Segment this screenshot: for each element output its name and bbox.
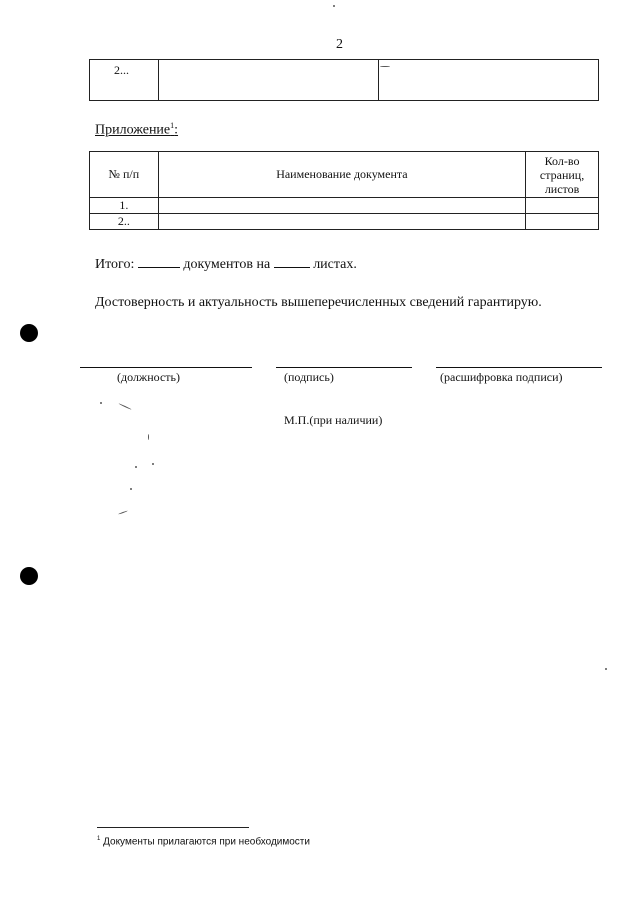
- table-row: [90, 214, 599, 230]
- header-document-name: Наименование документа: [158, 152, 525, 198]
- appendix-colon: :: [174, 122, 179, 138]
- footnote-rule: [97, 827, 249, 828]
- stamp-label: М.П.(при наличии): [284, 413, 383, 427]
- table-cell: [159, 60, 379, 101]
- punch-hole: [20, 567, 38, 585]
- scan-speck: [333, 5, 335, 7]
- appendix-heading-text: Приложение: [95, 122, 171, 138]
- signature-line: [276, 367, 412, 368]
- scan-speck: [135, 466, 137, 468]
- row-document-name: [158, 214, 525, 230]
- row-pages: [526, 198, 599, 214]
- header-pages-line2: страниц,: [539, 167, 585, 182]
- scan-speck: [605, 668, 607, 670]
- decoding-label: (расшифровка подписи): [440, 370, 563, 384]
- appendix-heading: [95, 121, 178, 139]
- guarantee-statement: Достоверность и актуальность вышеперечисленных сведений гарантирую.: [95, 295, 542, 310]
- table-cell-number: 2...: [90, 60, 159, 101]
- row-pages: [526, 214, 599, 230]
- scan-speck: [148, 434, 149, 440]
- table-row: [90, 198, 599, 214]
- footnote-text: Документы прилагаются при необходимости: [103, 836, 310, 848]
- row-document-name: [158, 198, 525, 214]
- total-prefix: Итого:: [95, 257, 135, 272]
- row-number: 2..: [90, 214, 159, 230]
- position-label: (должность): [117, 370, 180, 384]
- scan-speck: [100, 402, 102, 404]
- signature-label: (подпись): [284, 370, 334, 384]
- table-cell: [379, 60, 599, 101]
- documents-count-blank: [138, 255, 180, 268]
- footnote: [97, 836, 310, 847]
- punch-hole: [20, 324, 38, 342]
- header-pages: [526, 152, 599, 198]
- row-number: 1.: [90, 198, 159, 214]
- scan-speck: [130, 488, 132, 490]
- page-number: 2: [336, 37, 343, 52]
- total-middle: документов на: [183, 257, 271, 272]
- footnote-mark: 1: [97, 836, 101, 842]
- scan-speck: [118, 403, 131, 410]
- scan-speck: [380, 66, 390, 67]
- decoding-signature-line: [436, 367, 602, 368]
- documents-table: [89, 151, 599, 230]
- top-table: [89, 59, 599, 101]
- header-pages-line3: листов: [544, 181, 580, 196]
- table-header-row: [90, 152, 599, 198]
- table-row: [90, 60, 599, 101]
- footnote-ref: 1: [170, 121, 175, 130]
- header-pages-line1: Кол-во: [544, 153, 580, 168]
- total-line: [95, 255, 357, 273]
- header-number: № п/п: [90, 152, 159, 198]
- total-suffix: листах.: [313, 257, 357, 272]
- sheets-count-blank: [274, 255, 310, 268]
- scan-speck: [152, 463, 154, 465]
- scan-speck: [118, 510, 128, 514]
- position-signature-line: [80, 367, 252, 368]
